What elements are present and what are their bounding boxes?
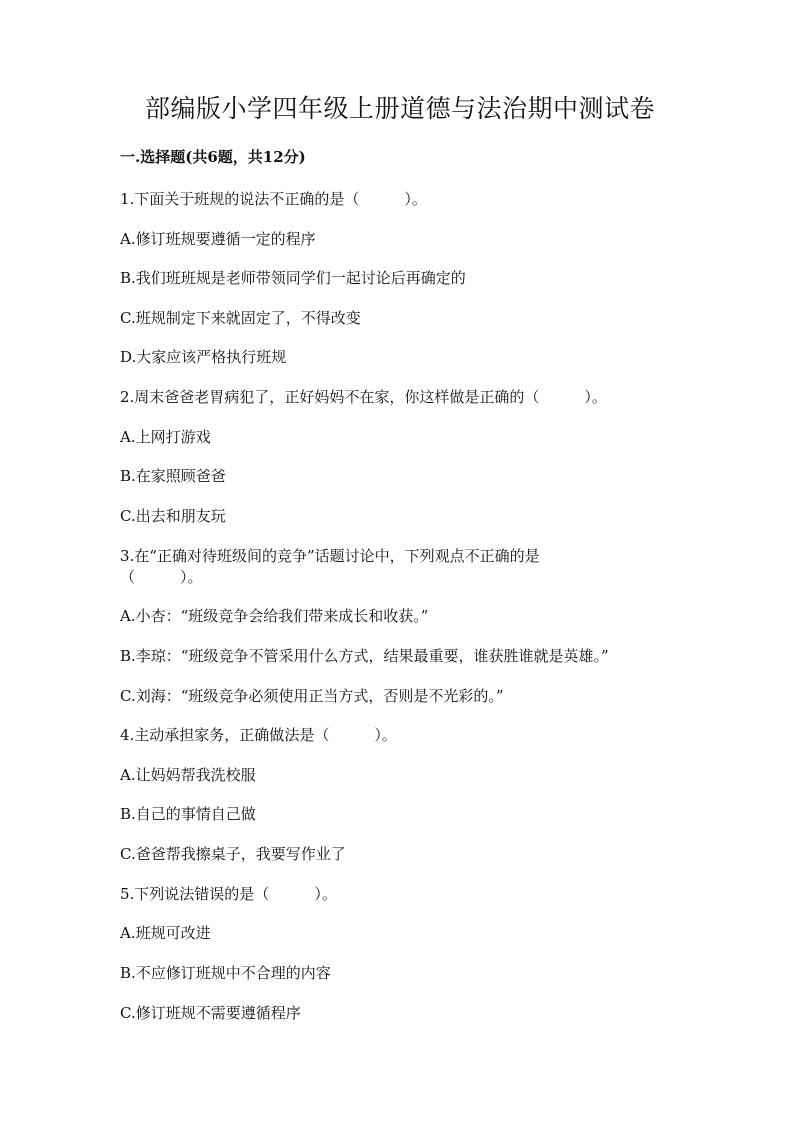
question-1-option-d: D.大家应该严格执行班规 — [120, 348, 287, 366]
question-3-option-b: B.李琼：“班级竞争不管采用什么方式，结果最重要，谁获胜谁就是英雄。” — [120, 647, 609, 665]
question-3-stem: 3.在“正确对待班级间的竞争”话题讨论中，下列观点不正确的是 — [120, 547, 540, 565]
question-1-option-b: B.我们班班规是老师带领同学们一起讨论后再确定的 — [120, 269, 466, 287]
question-4-option-b: B.自己的事情自己做 — [120, 805, 256, 823]
question-4-option-a: A.让妈妈帮我洗校服 — [120, 766, 256, 784]
question-5-option-b: B.不应修订班规中不合理的内容 — [120, 964, 331, 982]
question-2-option-a: A.上网打游戏 — [120, 428, 211, 446]
question-3-option-a: A.小杏：“班级竞争会给我们带来成长和收获。” — [120, 607, 429, 625]
section-heading: 一.选择题(共6题，共12分) — [120, 148, 306, 166]
question-1-stem: 1.下面关于班规的说法不正确的是（ ）。 — [120, 190, 427, 208]
question-5-option-c: C.修订班规不需要遵循程序 — [120, 1004, 301, 1022]
document-title: 部编版小学四年级上册道德与法治期中测试卷 — [144, 94, 655, 123]
question-4-option-c: C.爸爸帮我擦桌子，我要写作业了 — [120, 845, 346, 863]
question-5-option-a: A.班规可改进 — [120, 924, 211, 942]
question-2-option-c: C.出去和朋友玩 — [120, 507, 226, 525]
question-2-option-b: B.在家照顾爸爸 — [120, 467, 226, 485]
question-1-option-c: C.班规制定下来就固定了，不得改变 — [120, 309, 361, 327]
question-2-stem: 2.周末爸爸老胃病犯了，正好妈妈不在家，你这样做是正确的（ ）。 — [120, 388, 607, 406]
question-3-option-c: C.刘海：“班级竞争必须使用正当方式，否则是不光彩的。” — [120, 687, 504, 705]
question-5-stem: 5.下列说法错误的是（ ）。 — [120, 885, 337, 903]
question-1-option-a: A.修订班规要遵循一定的程序 — [120, 230, 316, 248]
question-3-stem-continued: （ ）。 — [120, 568, 203, 586]
question-4-stem: 4.主动承担家务，正确做法是（ ）。 — [120, 726, 397, 744]
